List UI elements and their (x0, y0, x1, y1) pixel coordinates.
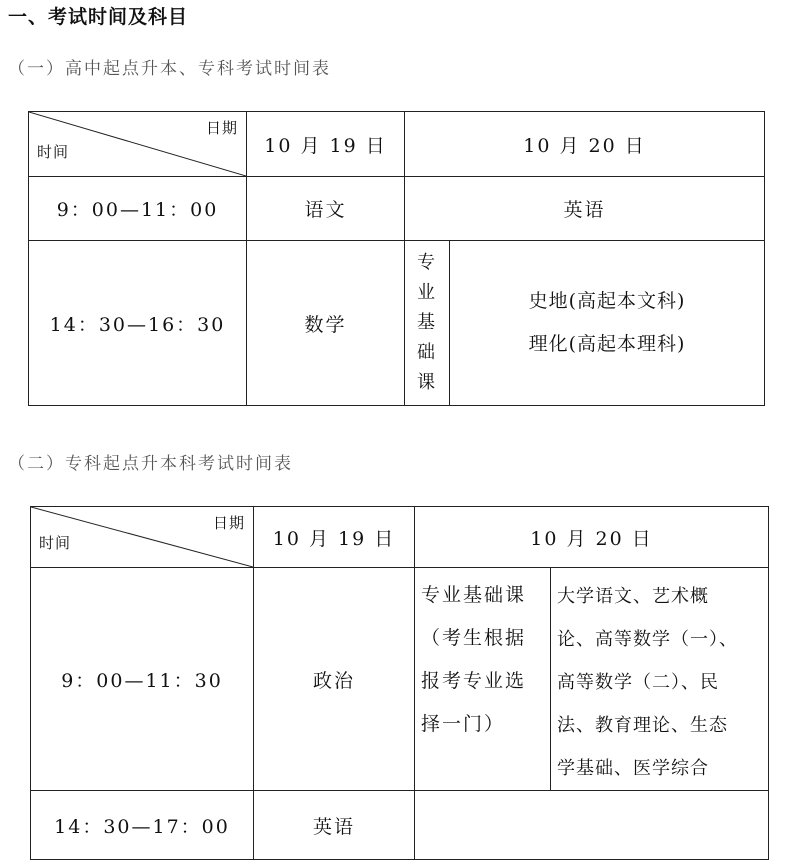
category-char: 础 (417, 342, 437, 363)
page-heading: 一、考试时间及科目 (8, 6, 189, 28)
time-header-label: 时间 (39, 534, 72, 552)
section1-title: （一）高中起点升本、专科考试时间表 (8, 59, 331, 79)
category-char: 课 (417, 372, 437, 393)
subject-line: 法、教育理论、生态 (557, 715, 728, 736)
category-char: 业 (417, 282, 437, 303)
category-char: 基 (417, 312, 437, 333)
subject-physics-chemistry: 理化(高起本理科) (528, 333, 686, 355)
subjects-cell (551, 568, 769, 791)
header-diagonal-cell (29, 112, 247, 177)
subject-math: 数学 (247, 241, 405, 406)
schedule-table-2 (30, 506, 769, 860)
subject-line: 论、高等数学（一）、 (557, 629, 738, 650)
subject-line: 高等数学（二）、民 (557, 672, 719, 693)
time-header-label: 时间 (37, 143, 70, 161)
schedule-table-1 (28, 111, 765, 406)
subject-politics: 政治 (254, 568, 415, 791)
subject-line: 大学语文、艺术概 (557, 586, 709, 607)
category-line: 报考专业选 (421, 670, 527, 692)
date-header-label: 日期 (205, 119, 238, 137)
date-header-label: 日期 (212, 514, 245, 532)
category-line: （考生根据 (421, 627, 527, 649)
empty-cell (415, 791, 769, 860)
day2-header: 10 月 20 日 (415, 507, 769, 568)
category-vertical-label (405, 241, 450, 406)
time-slot-morning: 9：00—11：00 (29, 177, 247, 241)
day2-header: 10 月 20 日 (405, 112, 765, 177)
category-char: 专 (417, 252, 437, 273)
section2-title: （二）专科起点升本科考试时间表 (8, 454, 293, 474)
subject-line: 学基础、医学综合 (557, 758, 709, 779)
subject-english: 英语 (405, 177, 765, 241)
subject-chinese: 语文 (247, 177, 405, 241)
time-slot-afternoon: 14：30—17：00 (31, 791, 254, 860)
category-cell (415, 568, 551, 791)
time-slot-morning: 9：00—11：30 (31, 568, 254, 791)
category-line: 专业基础课 (421, 584, 527, 606)
day1-header: 10 月 19 日 (254, 507, 415, 568)
subject-english: 英语 (254, 791, 415, 860)
header-diagonal-cell (31, 507, 254, 568)
day1-header: 10 月 19 日 (247, 112, 405, 177)
subjects-cell (450, 241, 765, 406)
category-line: 择一门） (421, 713, 506, 735)
time-slot-afternoon: 14：30—16：30 (29, 241, 247, 406)
subject-history-geography: 史地(高起本文科) (528, 290, 686, 312)
